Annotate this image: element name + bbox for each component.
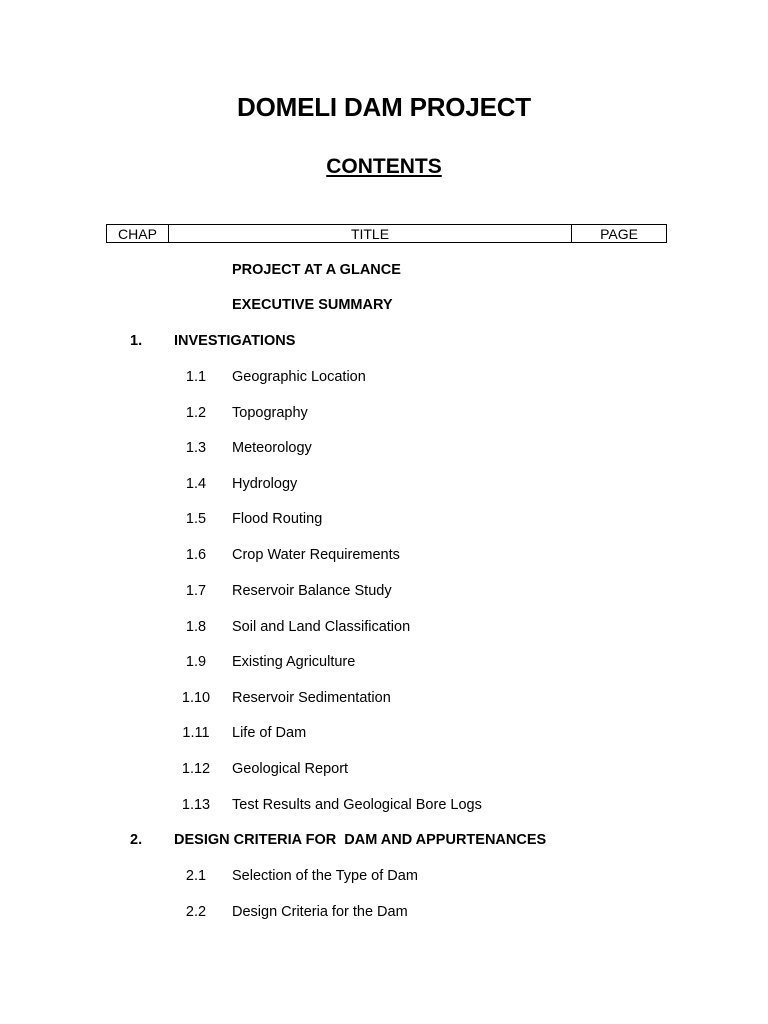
section-title: Test Results and Geological Bore Logs <box>232 797 482 813</box>
header-title: TITLE <box>169 225 572 242</box>
section-row <box>0 866 768 886</box>
section-number: 1.6 <box>185 547 207 563</box>
section-title: Flood Routing <box>232 511 323 527</box>
section-number: 1.9 <box>185 654 207 670</box>
section-title: Design Criteria for the Dam <box>232 904 408 920</box>
section-number: 1.2 <box>185 405 207 421</box>
section-row <box>0 795 768 815</box>
header-chap: CHAP <box>107 225 169 242</box>
section-title: Existing Agriculture <box>232 654 356 670</box>
section-row <box>0 723 768 743</box>
section-number: 1.11 <box>182 725 210 741</box>
section-number: 1.5 <box>185 511 207 527</box>
section-number: 1.8 <box>185 619 207 635</box>
section-number: 1.4 <box>185 476 207 492</box>
section-row <box>0 902 768 922</box>
section-title: Reservoir Sedimentation <box>232 690 391 706</box>
section-number: 1.3 <box>185 440 207 456</box>
section-number: 2.2 <box>185 904 207 920</box>
section-title: Reservoir Balance Study <box>232 583 392 599</box>
front-matter-title: EXECUTIVE SUMMARY <box>232 297 393 313</box>
section-title: Selection of the Type of Dam <box>232 868 418 884</box>
section-number: 1.12 <box>181 761 211 777</box>
section-row <box>0 652 768 672</box>
section-title: Hydrology <box>232 476 298 492</box>
section-row <box>0 688 768 708</box>
chapter-row <box>0 830 768 850</box>
section-title: Geographic Location <box>232 369 366 385</box>
chapter-number: 1. <box>130 333 143 349</box>
section-number: 1.10 <box>181 690 211 706</box>
section-row <box>0 509 768 529</box>
chapter-title: INVESTIGATIONS <box>174 333 296 349</box>
section-row <box>0 474 768 494</box>
section-title: Geological Report <box>232 761 349 777</box>
section-title: Topography <box>232 405 308 421</box>
section-number: 1.1 <box>185 369 207 385</box>
chapter-row <box>0 331 768 351</box>
section-row <box>0 617 768 637</box>
section-title: Crop Water Requirements <box>232 547 400 563</box>
front-matter-item <box>0 260 768 280</box>
section-title: Soil and Land Classification <box>232 619 411 635</box>
front-matter-title: PROJECT AT A GLANCE <box>232 262 401 278</box>
section-title: Life of Dam <box>232 725 307 741</box>
section-row <box>0 545 768 565</box>
section-title: Meteorology <box>232 440 312 456</box>
section-number: 1.13 <box>181 797 211 813</box>
section-row <box>0 759 768 779</box>
section-number: 2.1 <box>185 868 207 884</box>
section-number: 1.7 <box>185 583 207 599</box>
contents-heading: CONTENTS <box>326 155 442 178</box>
header-page: PAGE <box>600 225 638 242</box>
section-row <box>0 403 768 423</box>
front-matter-item <box>0 295 768 315</box>
section-row <box>0 438 768 458</box>
document-title: DOMELI DAM PROJECT <box>237 92 531 122</box>
contents-header-table <box>106 224 667 243</box>
section-row <box>0 581 768 601</box>
chapter-number: 2. <box>130 832 143 848</box>
section-row <box>0 367 768 387</box>
chapter-title: DESIGN CRITERIA FOR DAM AND APPURTENANCES <box>174 832 547 848</box>
